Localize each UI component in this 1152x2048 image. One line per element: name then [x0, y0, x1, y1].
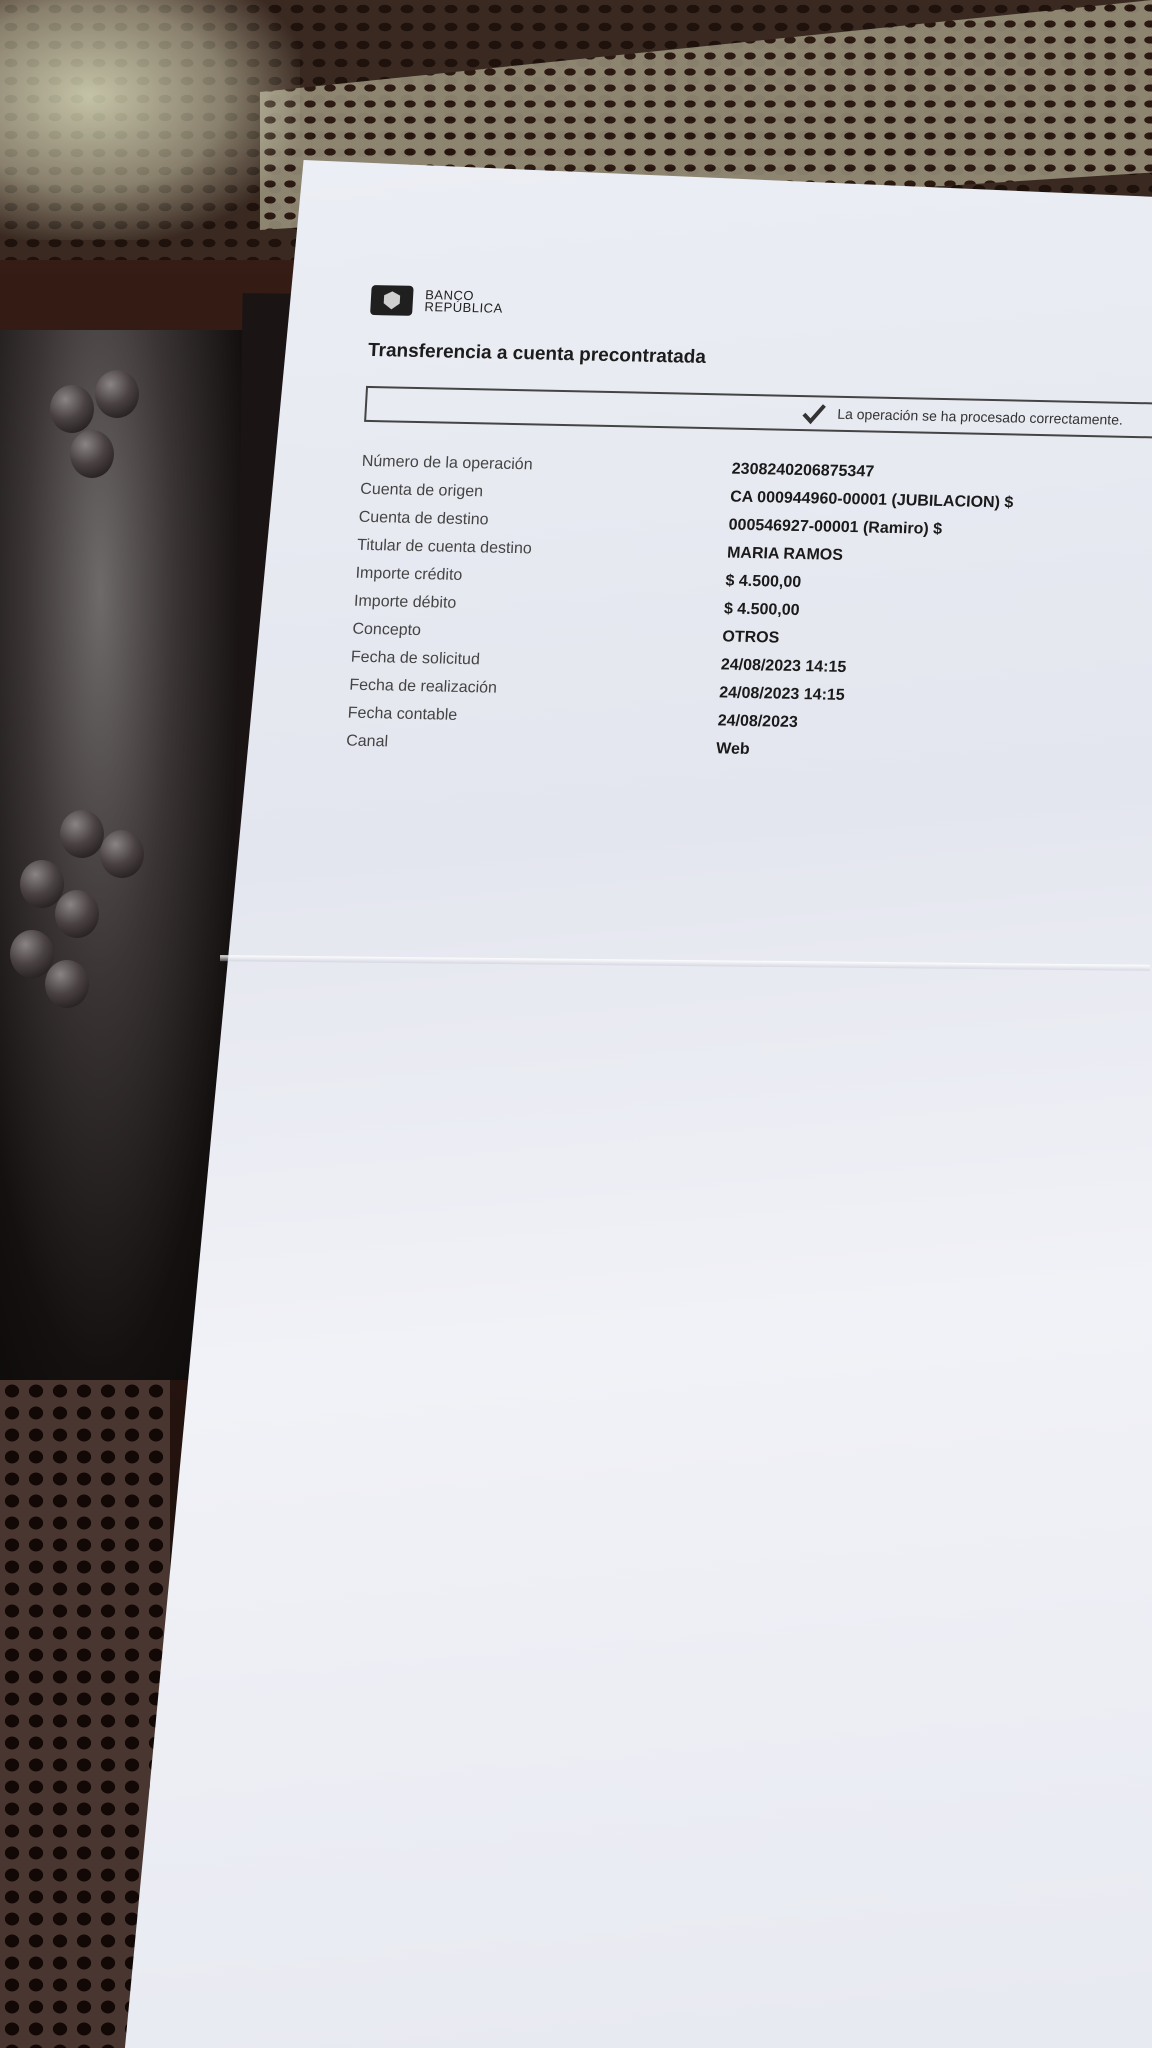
detail-label: Cuenta de origen	[359, 480, 484, 501]
bank-name-line2: REPÚBLICA	[424, 299, 504, 316]
lace-highlight	[0, 0, 300, 240]
grape	[60, 810, 104, 858]
grape	[100, 830, 144, 878]
detail-label: Cuenta de destino	[358, 508, 490, 529]
detail-value: 2308240206875347	[731, 460, 875, 481]
detail-label: Número de la operación	[361, 452, 534, 474]
detail-value: 24/08/2023	[717, 712, 799, 732]
detail-value: $ 4.500,00	[725, 572, 802, 592]
detail-value: CA 000944960-00001 (JUBILACION) $	[729, 488, 1014, 512]
page-title: Transferencia a cuenta precontratada	[367, 339, 707, 368]
detail-value: 24/08/2023 14:15	[720, 656, 847, 677]
detail-label: Fecha de solicitud	[350, 648, 481, 669]
detail-value: OTROS	[721, 628, 780, 647]
detail-label: Importe débito	[353, 592, 457, 612]
grape	[95, 370, 139, 418]
checkmark-icon	[801, 400, 828, 427]
detail-value: 24/08/2023 14:15	[718, 684, 846, 704]
status-message: La operación se ha procesado correctamente.	[836, 405, 1124, 428]
detail-label: Concepto	[352, 620, 422, 640]
detail-value: Web	[715, 740, 751, 759]
receipt-content	[345, 280, 1151, 772]
grape	[45, 960, 89, 1008]
status-banner	[364, 386, 1152, 439]
bank-name	[424, 289, 504, 315]
detail-label: Importe crédito	[355, 564, 463, 584]
detail-label: Titular de cuenta destino	[356, 536, 533, 558]
grape	[50, 385, 94, 433]
detail-value: $ 4.500,00	[723, 600, 801, 620]
grape	[55, 890, 99, 938]
bank-logo-icon	[370, 285, 414, 316]
detail-label: Fecha de realización	[348, 676, 498, 697]
detail-value: 000546927-00001 (Ramiro) $	[728, 516, 943, 538]
detail-label: Canal	[345, 732, 389, 751]
detail-label: Fecha contable	[347, 704, 458, 724]
detail-value: MARIA RAMOS	[726, 544, 844, 564]
bank-name-line1: BANCO	[424, 287, 475, 304]
operation-details	[345, 448, 1142, 772]
grape	[70, 430, 114, 478]
